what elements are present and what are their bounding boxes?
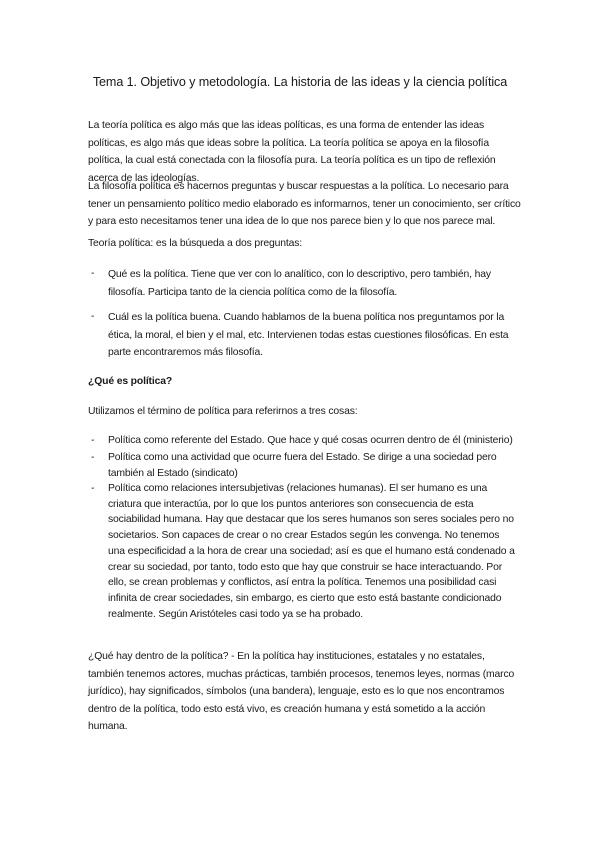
teoria-intro-paragraph: Teoría política: es la búsqueda a dos preguntas: — [88, 238, 303, 249]
list-item-text: Política como relaciones intersubjetivas (relaciones humanas). El ser humano es una criatura que interactúa, por lo que los puntos anteriores son consecuencia de esta sociabilidad humana. Hay que destacar que los seres humanos son seres sociales pero no societarios. Son capaces de crear o no crear Estados según les convenga. No tenemos una especificidad a la hora de crear una sociedad; así es que el humano está condenado a crear su sociedad, por tanto, todo esto que hay que construir se hace interactuando. Por ello, se crean problemas y conflictos, así entra la política. Tenemos una posibilidad casi infinita de crear sociedades, sin embargo, es cierto que esto está bastante condicionado realmente. Según Aristóteles casi todo ya se ha probado. — [108, 483, 515, 620]
filosofia-paragraph: La filosofía política es hacernos preguntas y buscar respuestas a la política. Lo necesario para tener un pensamiento político medio elaborado es informarnos, tener un conocimiento, ser crítico y para esto necesitamos tener una idea de lo que nos parece bien y lo que nos parece mal. — [88, 181, 521, 227]
list-item-text: Política como referente del Estado. Que hace y qué cosas ocurren dentro de él (ministerio) — [108, 435, 513, 446]
list-dash: - — [91, 452, 95, 463]
list-dash: - — [91, 268, 95, 279]
list-item-text: Política como una actividad que ocurre fuera del Estado. Se dirige a una sociedad pero también al Estado (sindicato) — [108, 452, 497, 479]
list-dash: - — [91, 311, 95, 322]
list-dash: - — [91, 483, 95, 494]
list-item-intersubjetivas — [88, 481, 522, 622]
dentro-paragraph: ¿Qué hay dentro de la política? - En la política hay instituciones, estatales y no estatales, también tenemos actores, muchas prácticas, también procesos, tenemos leyes, normas (marco jurídico), hay significados, símbolos (una bandera), lenguaje, esto es lo que nos encontramos dentro de la política, todo esto está vivo, es creación humana y está sometido a la acción humana. — [88, 651, 515, 732]
section-heading-que-es-politica: ¿Qué es política? — [88, 376, 173, 387]
terminos-paragraph: Utilizamos el término de política para referirnos a tres cosas: — [88, 406, 358, 417]
intro-paragraph: La teoría política es algo más que las ideas políticas, es una forma de entender las ideas políticas, es algo más que ideas sobre la política. La teoría política se apoya en la filosofía política, la cual está conectada con la filosofía pura. La teoría política es un tipo de reflexión acerca de las ideologías. — [88, 120, 496, 184]
list-item-estado — [88, 433, 522, 449]
list-item-text: Cuál es la política buena. Cuando hablamos de la buena política nos preguntamos por la ética, la moral, el bien y el mal, etc. Intervienen todas estas cuestiones filosóficas. En esta parte encontraremos más filosofía. — [108, 312, 509, 358]
list-dash: - — [91, 435, 95, 446]
list-item-fuera-estado — [88, 450, 522, 481]
list-item-text: Qué es la política. Tiene que ver con lo analítico, con lo descriptivo, pero también, hay filosofía. Participa tanto de la ciencia política como de la filosofía. — [108, 269, 491, 298]
list-item-cual-es — [88, 309, 522, 362]
list-item-que-es — [88, 266, 522, 301]
page-title: Tema 1. Objetivo y metodología. La historia de las ideas y la ciencia política — [92, 75, 508, 89]
